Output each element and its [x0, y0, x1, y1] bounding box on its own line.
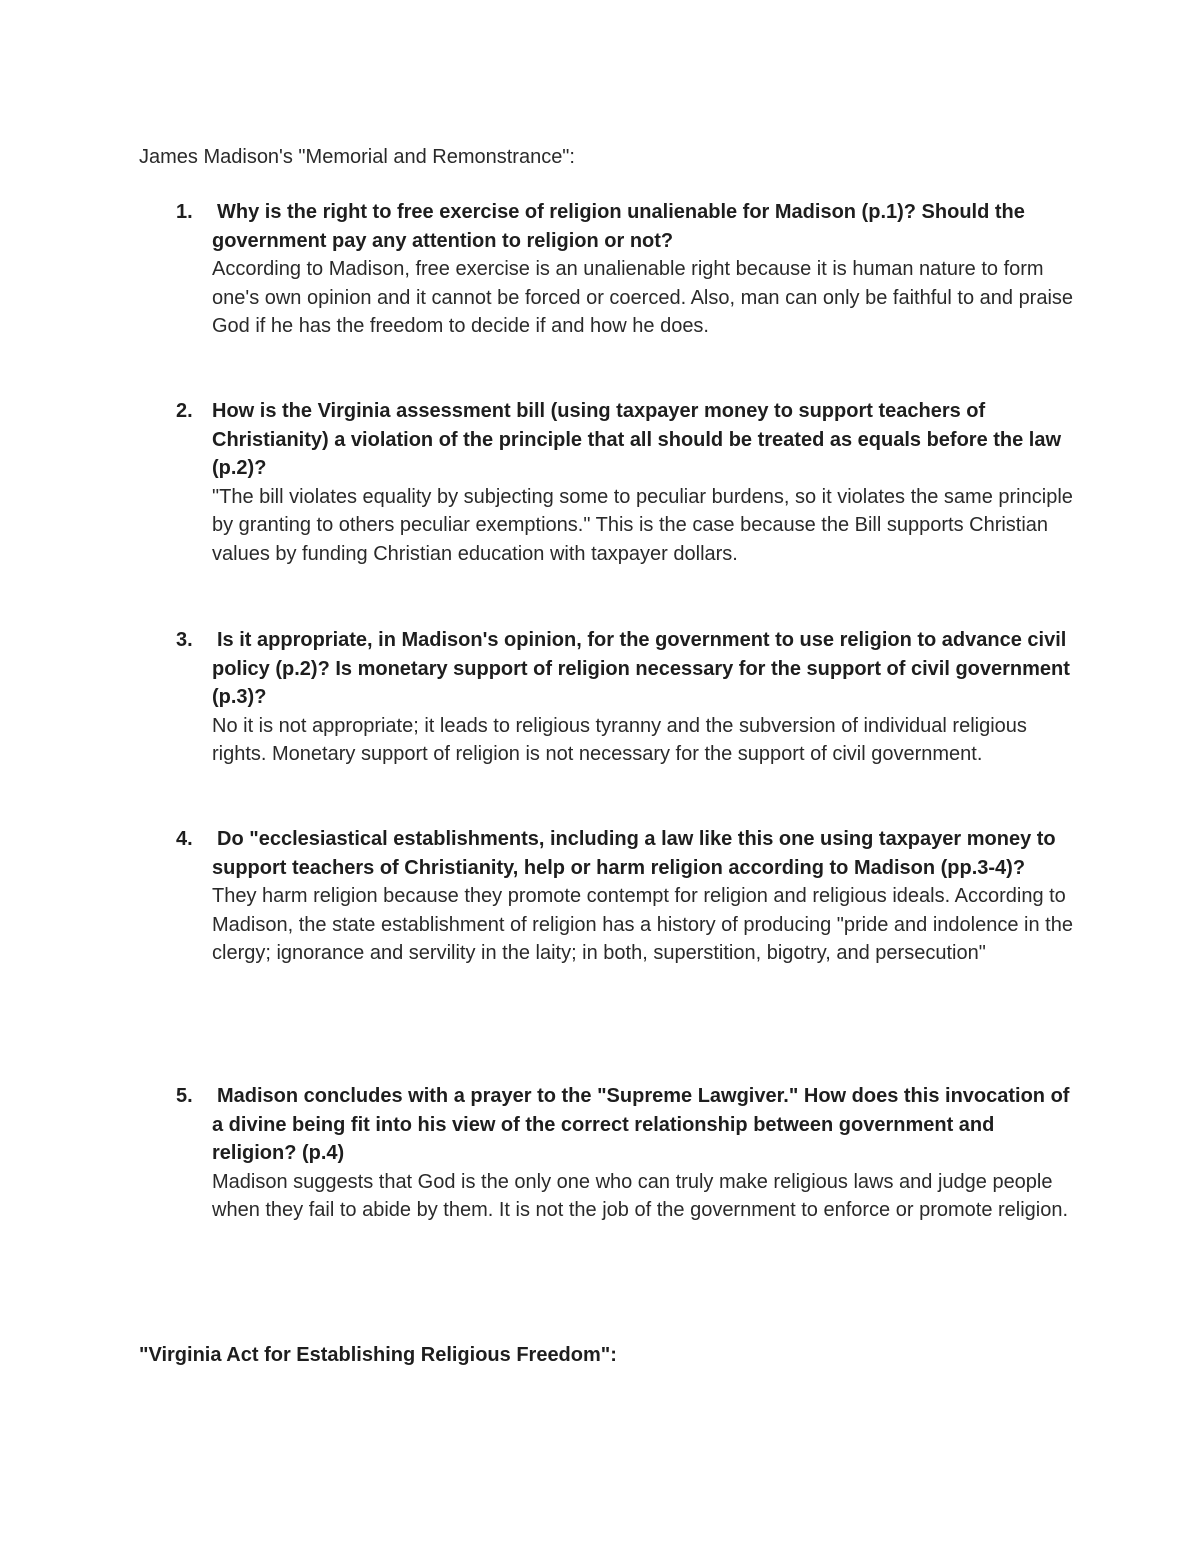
document-title: James Madison's "Memorial and Remonstrance": — [139, 146, 575, 168]
question-text: Madison concludes with a prayer to the "Supreme Lawgiver." How does this invocation of a divine being fit into his view of the correct relationship between government and religion? (p.4) — [212, 1085, 1070, 1164]
question-text: How is the Virginia assessment bill (using taxpayer money to support teachers of Christianity) a violation of the principle that all should be treated as equals before the law (p.2)? — [212, 400, 1062, 479]
question-text: Is it appropriate, in Madison's opinion, for the government to use religion to advance civil policy (p.2)? Is monetary support of religion necessary for the support of civil government (p.3)? — [212, 629, 1070, 708]
question-body — [212, 626, 1076, 769]
question-number: 1. — [176, 201, 193, 223]
question-text: Do "ecclesiastical establishments, including a law like this one using taxpayer money to support teachers of Christianity, help or harm religion according to Madison (pp.3-4)? — [212, 828, 1056, 879]
question-body — [212, 397, 1076, 568]
question-body — [212, 825, 1076, 968]
section-title: "Virginia Act for Establishing Religious Freedom": — [139, 1344, 617, 1366]
question-number: 4. — [176, 828, 193, 850]
question-number: 3. — [176, 629, 193, 651]
question-body — [212, 198, 1076, 341]
answer-text: They harm religion because they promote contempt for religion and religious ideals. According to Madison, the state establishment of religion has a history of producing "pride and indolence in the clergy; ignorance and servility in the laity; in both, superstition, bigotry, and persecution" — [212, 885, 1073, 964]
question-number: 2. — [176, 400, 193, 422]
question-text: Why is the right to free exercise of religion unalienable for Madison (p.1)? Should the government pay any attention to religion or not? — [212, 201, 1025, 252]
question-number: 5. — [176, 1085, 193, 1107]
question-body — [212, 1082, 1076, 1225]
answer-text: Madison suggests that God is the only one who can truly make religious laws and judge people when they fail to abide by them. It is not the job of the government to enforce or promote religion. — [212, 1170, 1069, 1221]
answer-text: No it is not appropriate; it leads to religious tyranny and the subversion of individual religious rights. Monetary support of religion is not necessary for the support of civil government. — [212, 714, 1027, 765]
answer-text: According to Madison, free exercise is an unalienable right because it is human nature to form one's own opinion and it cannot be forced or coerced. Also, man can only be faithful to and praise God if he has the freedom to decide if and how he does. — [212, 258, 1074, 337]
answer-text: "The bill violates equality by subjecting some to peculiar burdens, so it violates the same principle by granting to others peculiar exemptions." This is the case because the Bill supports Christian values by funding Christian education with taxpayer dollars. — [212, 485, 1073, 565]
